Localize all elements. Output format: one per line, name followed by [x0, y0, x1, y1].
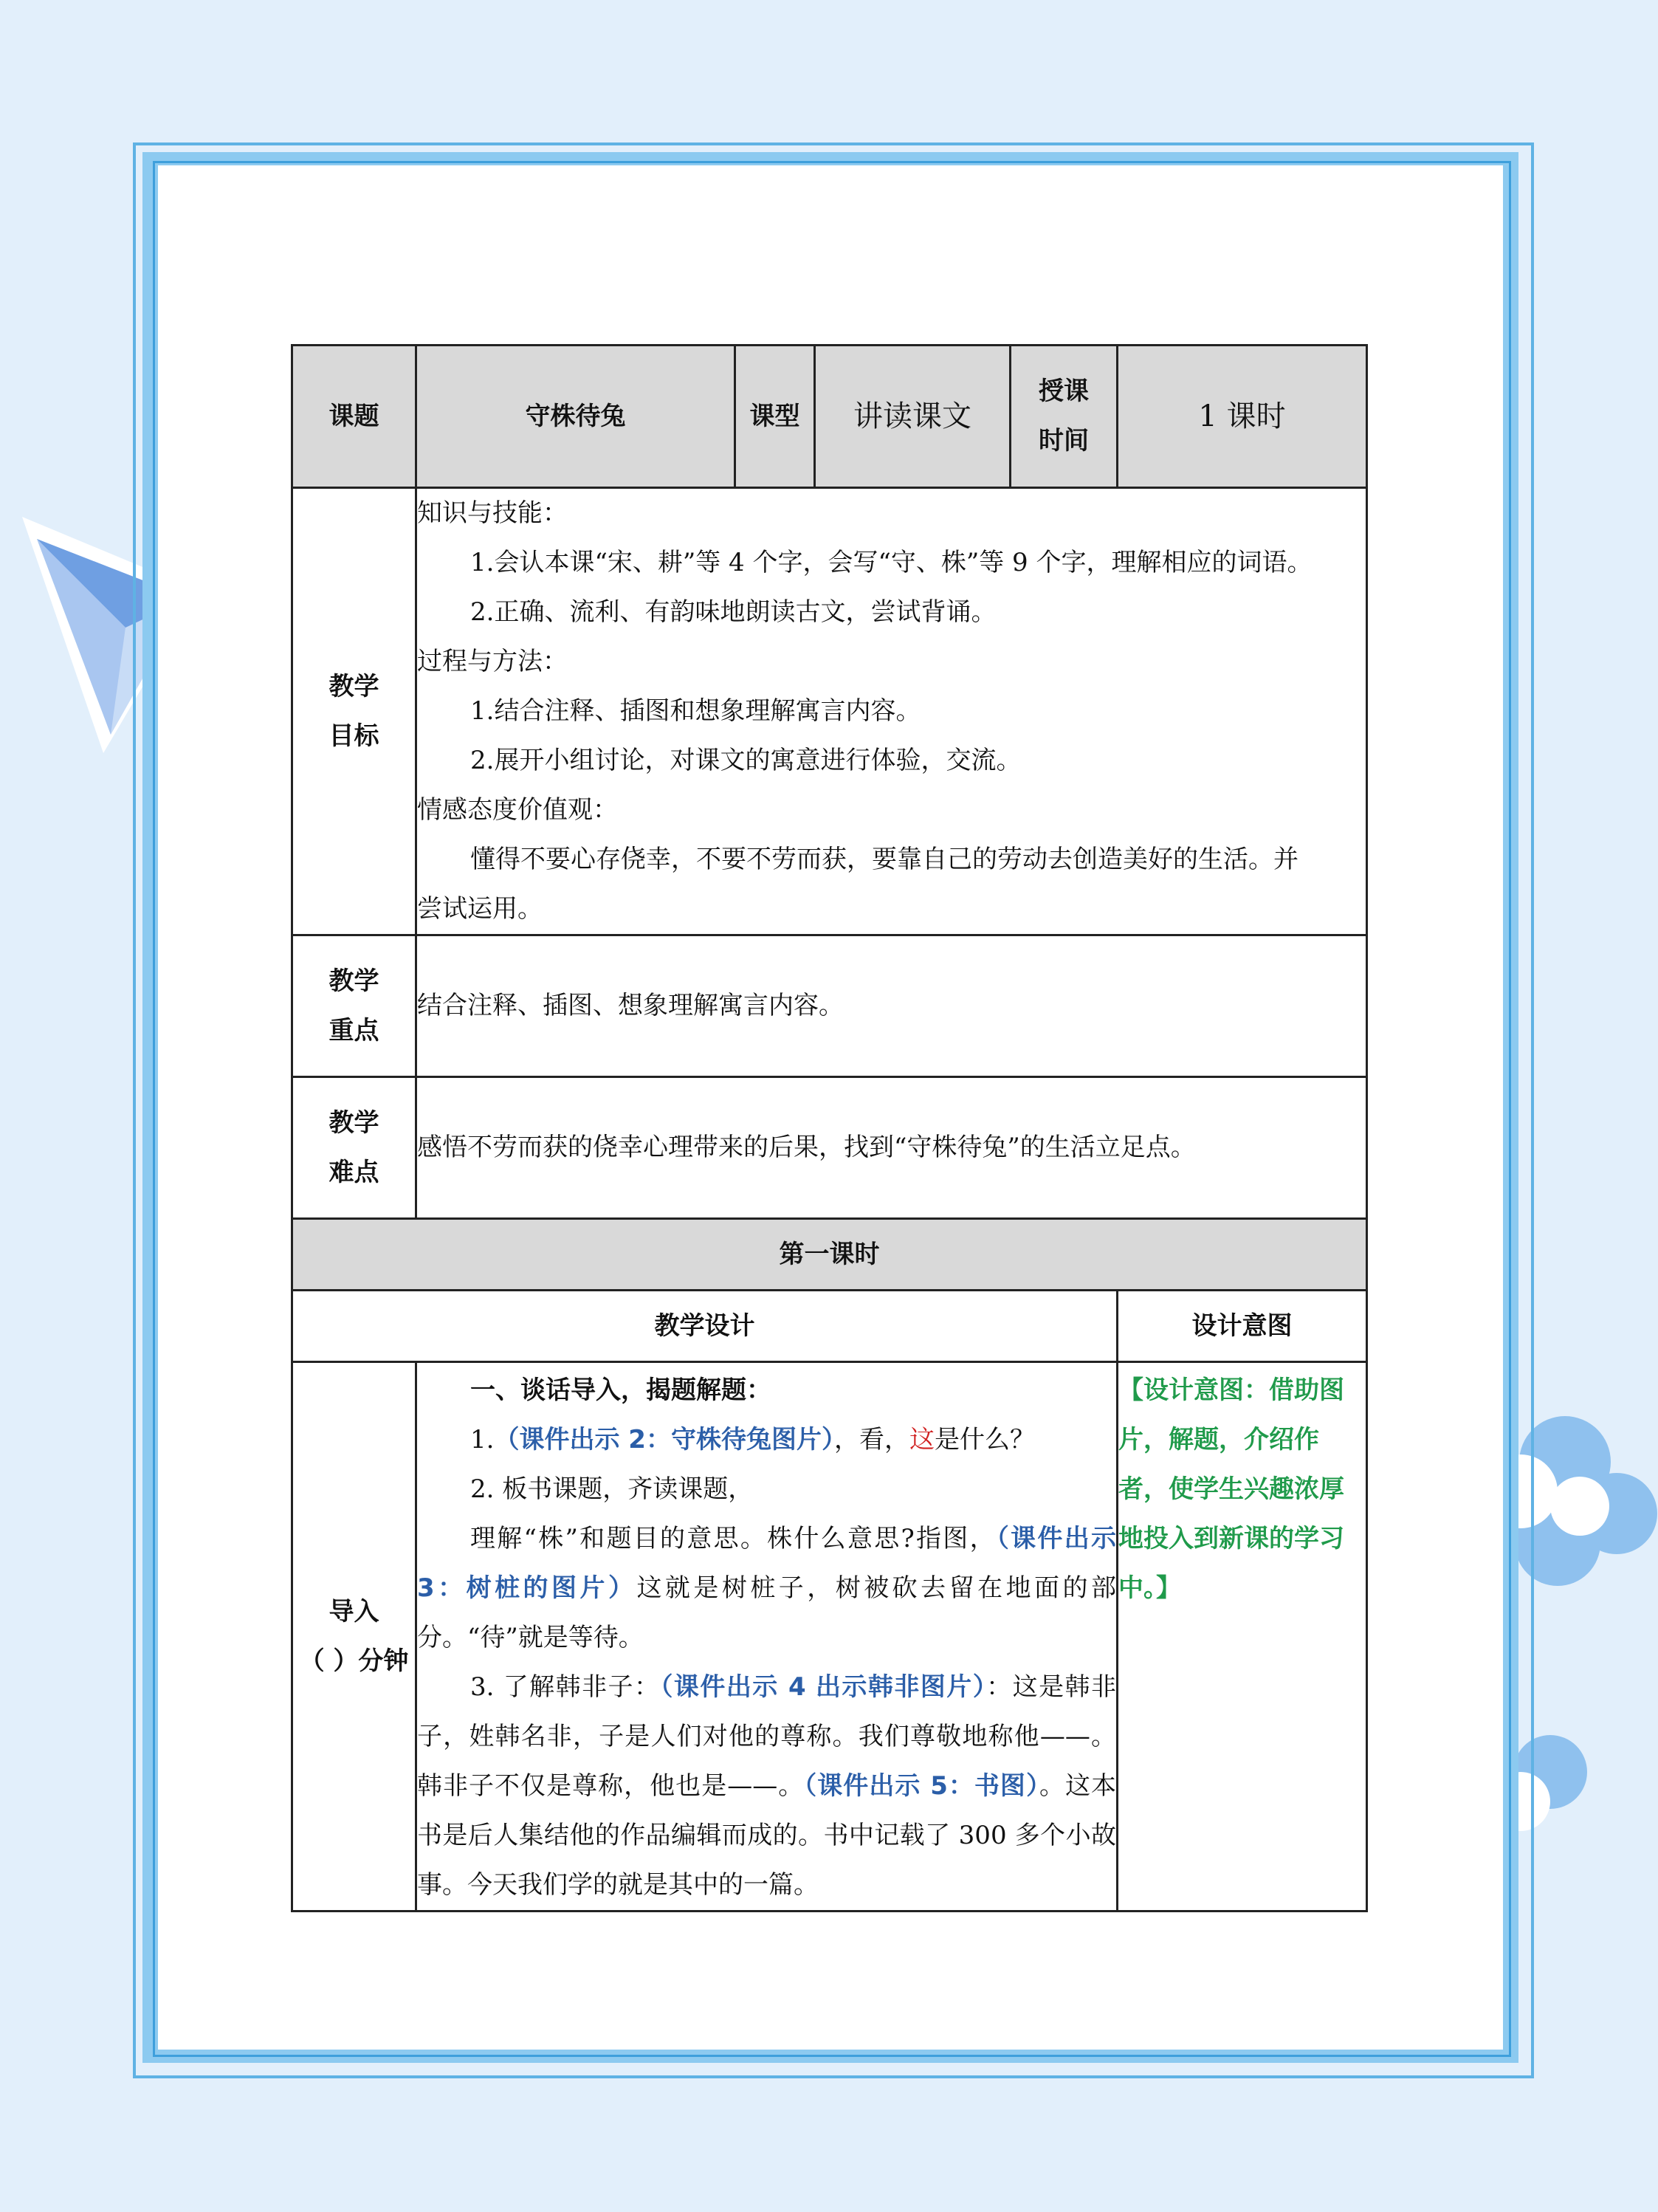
step-text: 3. 了解韩非子： [470, 1672, 661, 1702]
time-value: 1 课时 [1118, 346, 1367, 488]
step-text: 。这本书是后人集结他的作品编辑而成的。书中记载了 300 多个小故事。今天我们学的就是其中的一篇。 [417, 1771, 1117, 1900]
lesson-plan-table [291, 344, 1368, 1912]
intro-heading: 一、谈话导入，揭题解题： [470, 1375, 771, 1405]
difficulties-label-line1: 教学 [328, 1107, 379, 1138]
objectives-label-line1: 教学 [328, 671, 379, 701]
key-points-text: 结合注释、插图、想象理解寓言内容。 [416, 935, 1367, 1077]
step-text: 理解“株”和题目的意思。株什么意思?指图， [470, 1524, 997, 1553]
objective-section-knowledge: 知识与技能： [417, 498, 568, 528]
objective-item: 2.展开小组讨论，对课文的寓意进行体验，交流。 [470, 746, 1022, 775]
intent-column-header: 设计意图 [1118, 1291, 1367, 1362]
intro-label [292, 1362, 416, 1912]
difficulties-label [292, 1077, 416, 1219]
intent-text: 【设计意图：借助图片，解题，介绍作者，使学生兴趣浓厚地投入到新课的学习中。】 [1118, 1375, 1344, 1603]
intro-step-1 [417, 1415, 1116, 1465]
objective-item: 2.正确、流利、有韵味地朗读古文，尝试背诵。 [470, 597, 997, 627]
intro-step-2: 2. 板书课题，齐读课题， [470, 1474, 754, 1504]
key-points-label [292, 935, 416, 1077]
objective-item: 1.结合注释、插图和想象理解寓言内容。 [470, 696, 921, 726]
courseware-cue: （课件出示 2：守株待兔图片） [494, 1425, 834, 1454]
difficulties-row [292, 1077, 1367, 1219]
intro-design-content [416, 1362, 1118, 1912]
design-column-header: 教学设计 [292, 1291, 1118, 1362]
courseware-cue: （课件出示 3：树桩的图片） [417, 1524, 1116, 1603]
lesson-title-row [292, 1219, 1367, 1291]
topic-label: 课题 [292, 346, 416, 488]
time-label-line1: 授课 [1039, 377, 1089, 406]
highlight-text: 这 [909, 1425, 935, 1454]
intro-row [292, 1362, 1367, 1912]
topic-value: 守株待兔 [416, 346, 735, 488]
key-points-label-line2: 重点 [328, 1015, 379, 1045]
key-points-row [292, 935, 1367, 1077]
objective-item-continued: 尝试运用。 [417, 894, 543, 924]
objective-item: 懂得不要心存侥幸，不要不劳而获，要靠自己的劳动去创造美好的生活。并 [470, 845, 1298, 874]
difficulties-text: 感悟不劳而获的侥幸心理带来的后果，找到“守株待兔”的生活立足点。 [416, 1077, 1367, 1219]
type-value: 讲读课文 [815, 346, 1011, 488]
objectives-row [292, 488, 1367, 935]
step-text: 是什么？ [934, 1425, 1035, 1454]
difficulties-label-line2: 难点 [328, 1157, 379, 1187]
header-row [292, 346, 1367, 488]
step-text: ，看， [833, 1425, 909, 1454]
courseware-cue: （课件出示 4 出示韩非图片） [660, 1672, 987, 1702]
objective-item: 1.会认本课“宋、耕”等 4 个字，会写“守、株”等 9 个字，理解相应的词语。 [470, 548, 1313, 577]
key-points-label-line1: 教学 [328, 966, 379, 996]
time-label [1011, 346, 1118, 488]
courseware-cue: （课件出示 5：书图） [804, 1771, 1039, 1801]
objective-section-attitude: 情感态度价值观： [417, 795, 618, 825]
intro-step-3 [417, 1663, 1116, 1910]
step-text: 这就是树桩子，树被砍去留在地面的部分。“待”就是等待。 [417, 1573, 1116, 1652]
lesson-title: 第一课时 [292, 1219, 1367, 1291]
type-label: 课型 [735, 346, 815, 488]
objectives-label-line2: 目标 [328, 721, 379, 751]
intro-intent [1118, 1362, 1367, 1912]
time-label-line2: 时间 [1039, 426, 1089, 456]
intro-label-line2: （ ）分钟 [299, 1646, 409, 1676]
intro-step-2-detail [417, 1514, 1116, 1663]
objectives-content [416, 488, 1367, 935]
column-header-row [292, 1291, 1367, 1362]
step-text: ：这是韩非子，姓韩名非，子是人们对他的尊称。我们尊敬地称他——。韩非子不仅是尊称，他也是——。 [417, 1672, 1116, 1801]
objectives-label [292, 488, 416, 935]
intro-label-line1: 导入 [328, 1596, 379, 1627]
objective-section-process: 过程与方法： [417, 647, 568, 676]
step-number: 1. [470, 1425, 495, 1454]
